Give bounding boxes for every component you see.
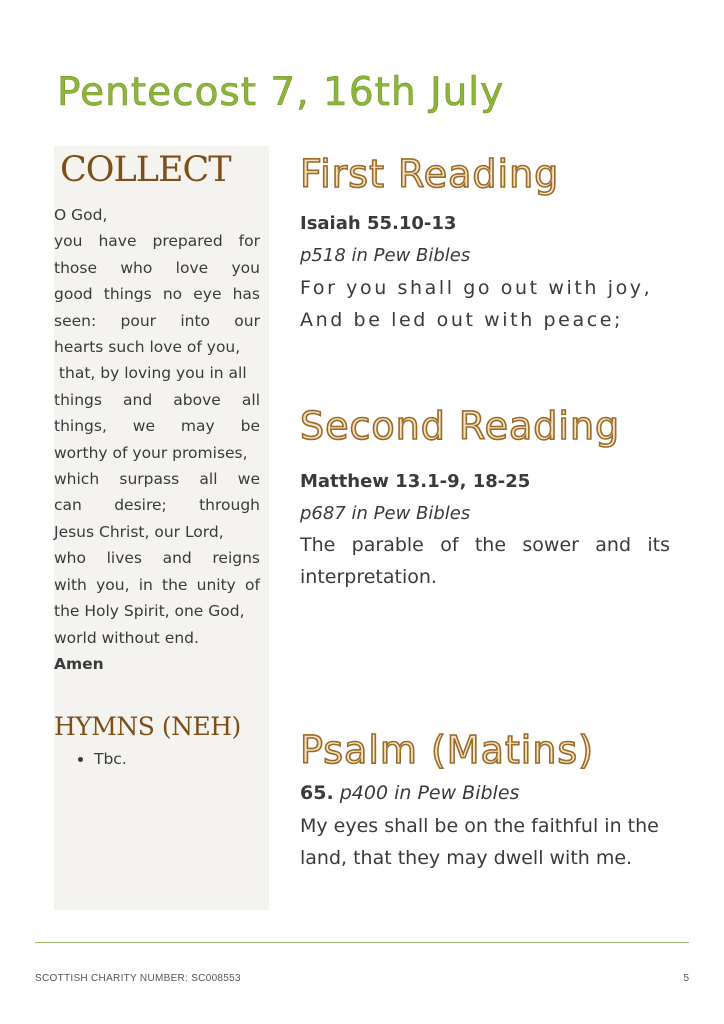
psalm-text [300,810,670,874]
hymns-heading: HYMNS (NEH) [54,712,241,741]
psalm-number: 65. [300,782,334,804]
collect-line: that, by loving you in all [54,364,247,383]
second-reading-text: The parable of the sower and its interpretation. [300,534,670,588]
psalm-line: My eyes shall be on the faithful in the [300,815,659,837]
first-reading-heading: First Reading [300,152,560,196]
collect-line: world without end. [54,628,199,647]
psalm-page: p400 in Pew Bibles [339,782,520,804]
collect-line: things and above all [54,390,260,409]
second-reading-reference: Matthew 13.1-9, 18-25 [300,471,531,492]
collect-line: worthy of your promises, [54,443,248,462]
collect-line: the Holy Spirit, one God, [54,602,245,621]
second-reading-page: p687 in Pew Bibles [300,503,471,524]
collect-line: good things no eye has [54,285,260,304]
charity-number: SCOTTISH CHARITY NUMBER: SC008553 [35,973,241,984]
footer-divider [35,942,689,943]
reading-line: For you shall go out with joy, [300,277,653,299]
second-reading-heading: Second Reading [300,404,621,448]
collect-line: can desire; through [54,496,260,515]
psalm-reference [300,782,519,804]
first-reading-reference: Isaiah 55.10-13 [300,213,457,234]
collect-line: O God, [54,206,108,224]
collect-line: who lives and reigns [54,549,260,568]
collect-line: things, we may be [54,417,260,436]
psalm-heading: Psalm (Matins) [300,728,595,772]
collect-line: you have prepared for [54,232,260,251]
collect-line: those who love you [54,258,260,277]
reading-line: And be led out with peace; [300,309,624,331]
collect-heading: COLLECT [60,150,231,190]
collect-line: hearts such love of you, [54,338,241,357]
collect-prayer [54,202,260,677]
page-number: 5 [683,973,689,984]
amen-text: Amen [54,654,104,673]
collect-line: Jesus Christ, our Lord, [54,522,224,541]
collect-line: with you, in the unity of [54,575,260,594]
first-reading-text [300,272,670,336]
first-reading-page: p518 in Pew Bibles [300,245,471,266]
list-item: • Tbc. [94,750,127,768]
hymn-list [76,750,127,768]
collect-line: seen: pour into our [54,311,260,330]
collect-line: which surpass all we [54,470,260,489]
psalm-line: land, that they may dwell with me. [300,847,633,869]
page-title: Pentecost 7, 16th July [57,70,505,115]
